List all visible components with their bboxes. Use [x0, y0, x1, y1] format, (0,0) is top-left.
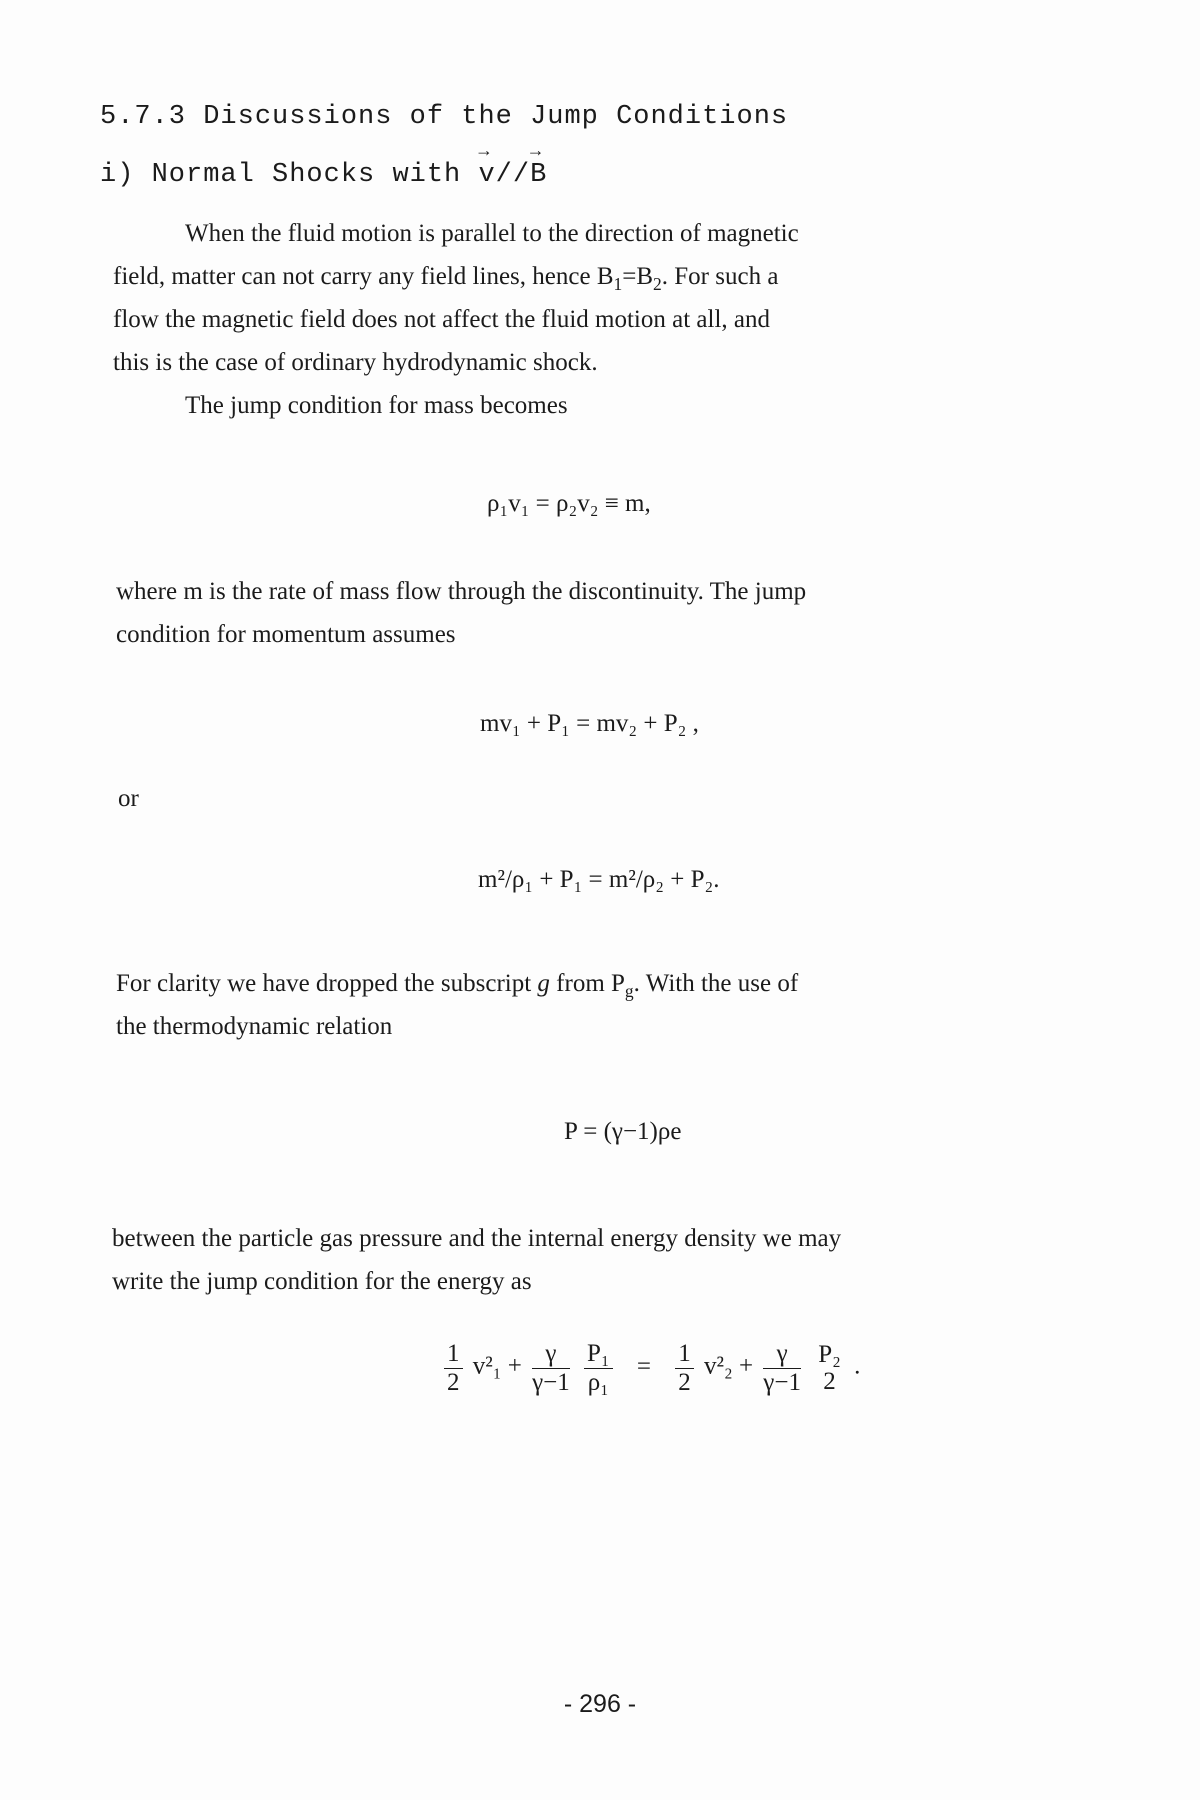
- p1-line2-text-c: . For such a: [661, 263, 779, 290]
- equation-thermo: P = (γ−1)ρe: [564, 1118, 682, 1145]
- p1-line2-text-a: field, matter can not carry any field lines, hence B: [113, 263, 614, 290]
- energy-plus-2: +: [738, 1352, 754, 1380]
- gamma-fraction-rhs: $\frac{\gamma}{\gamma-1}$: [763, 1340, 801, 1396]
- paragraph-5-line-1: between the particle gas pressure and the internal energy density we may: [112, 1225, 842, 1252]
- p4-text-a: For clarity we have dropped the subscript: [116, 970, 538, 997]
- vector-b: → B: [530, 160, 547, 190]
- or-text: or: [118, 785, 139, 812]
- p1-line2-text-b: =B: [622, 263, 654, 290]
- p4-italic-g: g: [537, 970, 550, 997]
- equation-energy: [440, 1340, 860, 1396]
- paragraph-1-line-1: When the fluid motion is parallel to the direction of magnetic: [185, 220, 799, 247]
- paragraph-1-line-3: flow the magnetic field does not affect the fluid motion at all, and: [113, 306, 770, 333]
- energy-equals: =: [636, 1352, 651, 1380]
- equation-momentum: mv₁ + P₁ = mv₂ + P₂ ,: [480, 710, 699, 737]
- section-title: 5.7.3 Discussions of the Jump Conditions: [100, 102, 789, 132]
- subscript-g: g: [624, 981, 634, 1001]
- paragraph-5-line-2: write the jump condition for the energy as: [112, 1268, 532, 1295]
- pressure-fraction-rhs: P₂ 2: [818, 1340, 841, 1395]
- paragraph-1-line-2: [113, 263, 778, 295]
- page-number: - 296 -: [563, 1690, 637, 1718]
- half-fraction-lhs: $\frac{1}{2}$: [444, 1340, 463, 1396]
- paragraph-1-line-4: this is the case of ordinary hydrodynamic shock.: [113, 349, 598, 376]
- paragraph-3-line-2: condition for momentum assumes: [116, 621, 456, 648]
- energy-v1-squared: v²₁: [472, 1352, 502, 1380]
- paragraph-4-line-1: [116, 970, 798, 1002]
- half-fraction-rhs: $\frac{1}{2}$: [675, 1340, 694, 1396]
- vector-v: → v: [478, 160, 495, 190]
- subscript-2: 2: [653, 274, 662, 294]
- energy-plus-1: +: [507, 1352, 522, 1380]
- energy-period: .: [854, 1352, 861, 1380]
- subsection-title: [100, 160, 547, 190]
- equation-momentum-alt: m²/ρ₁ + P₁ = m²/ρ₂ + P₂.: [478, 866, 720, 893]
- energy-v2-squared: v²₂: [703, 1352, 733, 1380]
- equation-mass: ρ₁v₁ = ρ₂v₂ ≡ m,: [487, 490, 651, 517]
- paragraph-3-line-1: where m is the rate of mass flow through the discontinuity. The jump: [116, 578, 807, 605]
- pressure-fraction-lhs: $\frac{\text{P₁}}{\text{ρ₁}}$: [584, 1340, 613, 1396]
- subsection-prefix: i) Normal Shocks with: [100, 160, 479, 190]
- paragraph-4-line-2: the thermodynamic relation: [116, 1013, 393, 1040]
- subscript-1: 1: [613, 274, 623, 294]
- parallel-symbol: //: [495, 160, 531, 190]
- p4-text-c: from P: [549, 970, 625, 997]
- p4-text-d: . With the use of: [633, 970, 799, 997]
- gamma-fraction-lhs: $\frac{\gamma}{\gamma-1}$: [532, 1340, 570, 1396]
- paragraph-2: The jump condition for mass becomes: [185, 392, 568, 419]
